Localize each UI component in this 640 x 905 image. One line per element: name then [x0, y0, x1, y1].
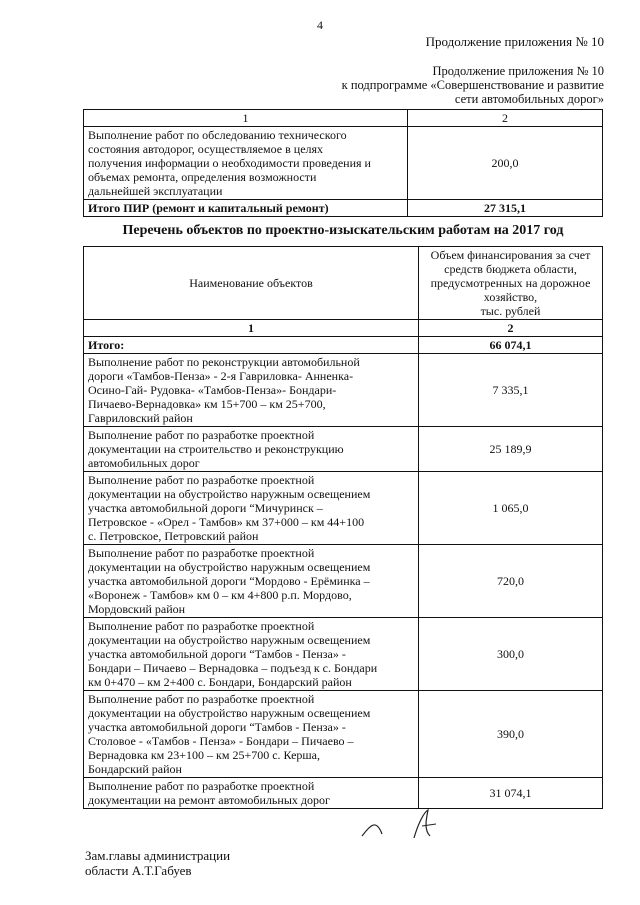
total-label: Итого: [84, 337, 419, 354]
row-value: 720,0 [419, 545, 603, 618]
col-number-1: 1 [84, 320, 419, 337]
appendix-line: сети автомобильных дорог» [454, 92, 604, 106]
table-row [84, 618, 603, 691]
col-number-2: 2 [419, 320, 603, 337]
row-description: Выполнение работ по разработке проектной документации на обустройство наружным освещением участка автомобильной дороги “Мордово - Ерёминка – «Воронеж - Тамбов» км 0 – км 4+800 р.п. Мордово, Мордовский район [84, 545, 419, 618]
appendix-line: Продолжение приложения № 10 [432, 64, 604, 78]
signature-line: Зам.главы администрации [85, 848, 231, 863]
objects-table [83, 246, 603, 809]
section-title: Перечень объектов по проектно-изыскательским работам на 2017 год [122, 223, 564, 238]
row-value: 31 074,1 [419, 778, 603, 809]
total-row [84, 337, 603, 354]
row-value: 390,0 [419, 691, 603, 778]
row-description: Выполнение работ по обследованию технического состояния автодорог, осуществляемое в целях получения информации о необходимости проведения и объемах ремонта, определения возможности дальнейшей эксплуатации [84, 127, 408, 200]
works-table-top [83, 109, 603, 217]
row-description: Выполнение работ по разработке проектной документации на обустройство наружным освещением участка автомобильной дороги “Тамбов - Пенза» - Столовое - «Тамбов - Пенза» - Бондари – Пичаево – Вернадовка км 23+100 – км 25+700 с. Керша, Бондарский район [84, 691, 419, 778]
appendix-line: к подпрограмме «Совершенствование и развитие [341, 78, 604, 92]
table-row [84, 691, 603, 778]
total-value: 66 074,1 [419, 337, 603, 354]
continuation-top: Продолжение приложения № 10 [425, 34, 604, 49]
total-row [84, 200, 603, 217]
row-description: Выполнение работ по разработке проектной документации на обустройство наружным освещением участка автомобильной дороги “Тамбов - Пенза» - Бондари – Пичаево – Вернадовка – подъезд к с. Бондари км 0+470 – км 2+400 с. Бондари, Бондарский район [84, 618, 419, 691]
signature-line: области А.Т.Габуев [85, 863, 192, 878]
handwritten-signature-icon [352, 806, 462, 842]
table-row [84, 127, 603, 200]
total-value: 27 315,1 [408, 200, 603, 217]
table-row [84, 354, 603, 427]
appendix-reference [342, 64, 604, 106]
total-label: Итого ПИР (ремонт и капитальный ремонт) [84, 200, 408, 217]
row-description: Выполнение работ по разработке проектной документации на обустройство наружным освещением участка автомобильной дороги “Мичуринск – Петровское - «Орел - Тамбов» км 37+000 – км 44+100 с. Петровское, Петровский район [84, 472, 419, 545]
header-name: Наименование объектов [84, 247, 419, 320]
col-number-1: 1 [84, 110, 408, 127]
header-row [84, 247, 603, 320]
table-row [84, 472, 603, 545]
column-number-row [84, 320, 603, 337]
table-row [84, 545, 603, 618]
row-value: 7 335,1 [419, 354, 603, 427]
header-value: Объем финансирования за счет средств бюджета области, предусмотренных на дорожное хозяйство, тыс. рублей [419, 247, 603, 320]
row-description: Выполнение работ по разработке проектной документации на строительство и реконструкцию автомобильных дорог [84, 427, 419, 472]
row-description: Выполнение работ по реконструкции автомобильной дороги «Тамбов-Пенза» - 2-я Гавриловка- Анненка- Осино-Гай- Рудовка- «Тамбов-Пенза»- Бондари- Пичаево-Вернадовка» км 15+700 – км 25+700, Гавриловский район [84, 354, 419, 427]
row-value: 200,0 [408, 127, 603, 200]
row-value: 300,0 [419, 618, 603, 691]
table-row [84, 778, 603, 809]
column-number-row [84, 110, 603, 127]
row-value: 25 189,9 [419, 427, 603, 472]
signature-block [85, 848, 230, 878]
table-row [84, 427, 603, 472]
col-number-2: 2 [408, 110, 603, 127]
page-number: 4 [317, 18, 323, 32]
row-value: 1 065,0 [419, 472, 603, 545]
row-description: Выполнение работ по разработке проектной документации на ремонт автомобильных дорог [84, 778, 419, 809]
